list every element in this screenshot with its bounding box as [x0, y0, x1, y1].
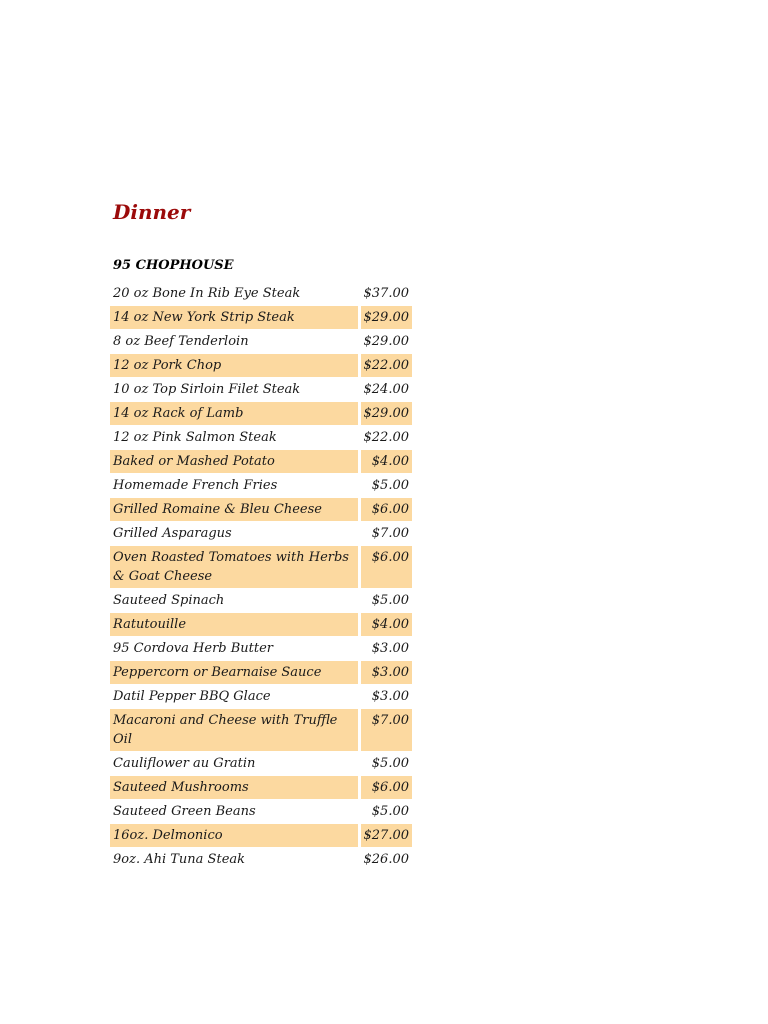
section-heading: 95 CHOPHOUSE [113, 258, 234, 273]
menu-item-name: 14 oz New York Strip Steak [110, 306, 361, 329]
menu-table [110, 281, 412, 872]
menu-row [110, 546, 412, 588]
menu-item-price: $3.00 [371, 641, 409, 656]
menu-item-name: Sauteed Green Beans [110, 800, 361, 823]
menu-item-price: $5.00 [371, 593, 409, 608]
menu-item-price: $26.00 [363, 852, 409, 867]
menu-row [110, 354, 412, 377]
menu-row [110, 661, 412, 684]
menu-row [110, 776, 412, 799]
menu-item-name: Oven Roasted Tomatoes with Herbs & Goat Cheese [110, 546, 361, 588]
menu-item-name: Sauteed Mushrooms [110, 776, 361, 799]
menu-item-name: 20 oz Bone In Rib Eye Steak [110, 282, 361, 305]
menu-item-name: 12 oz Pink Salmon Steak [110, 426, 361, 449]
menu-item-name: Baked or Mashed Potato [110, 450, 361, 473]
menu-row [110, 752, 412, 775]
menu-item-price: $6.00 [361, 546, 413, 588]
menu-table-body [110, 282, 412, 871]
menu-item-name: Peppercorn or Bearnaise Sauce [110, 661, 361, 684]
menu-row [110, 498, 412, 521]
menu-item-price: $3.00 [371, 689, 409, 704]
menu-row [110, 685, 412, 708]
menu-row [110, 522, 412, 545]
menu-item-price: $22.00 [361, 354, 413, 377]
menu-row [110, 824, 412, 847]
menu-row [110, 474, 412, 497]
menu-row [110, 589, 412, 612]
menu-item-name: Homemade French Fries [110, 474, 361, 497]
menu-item-name: Macaroni and Cheese with Truffle Oil [110, 709, 361, 751]
menu-item-name: 16oz. Delmonico [110, 824, 361, 847]
menu-row [110, 613, 412, 636]
menu-item-price: $22.00 [363, 430, 409, 445]
menu-item-price: $6.00 [361, 498, 413, 521]
menu-item-price: $7.00 [371, 526, 409, 541]
menu-item-price: $4.00 [361, 450, 413, 473]
menu-item-price: $27.00 [361, 824, 413, 847]
menu-item-name: 14 oz Rack of Lamb [110, 402, 361, 425]
menu-row [110, 450, 412, 473]
menu-row [110, 378, 412, 401]
menu-item-name: 95 Cordova Herb Butter [110, 637, 361, 660]
menu-item-price: $5.00 [371, 804, 409, 819]
menu-item-name: Grilled Romaine & Bleu Cheese [110, 498, 361, 521]
menu-item-price: $29.00 [363, 334, 409, 349]
menu-item-price: $29.00 [361, 402, 413, 425]
menu-item-price: $29.00 [361, 306, 413, 329]
menu-item-price: $5.00 [371, 756, 409, 771]
menu-row [110, 709, 412, 751]
menu-item-price: $7.00 [361, 709, 413, 751]
menu-item-price: $5.00 [371, 478, 409, 493]
menu-item-name: 8 oz Beef Tenderloin [110, 330, 361, 353]
menu-item-name: Cauliflower au Gratin [110, 752, 361, 775]
menu-item-name: 10 oz Top Sirloin Filet Steak [110, 378, 361, 401]
menu-item-name: Ratutouille [110, 613, 361, 636]
menu-row [110, 800, 412, 823]
menu-item-price: $24.00 [363, 382, 409, 397]
menu-row [110, 848, 412, 871]
menu-item-price: $6.00 [361, 776, 413, 799]
menu-item-name: Grilled Asparagus [110, 522, 361, 545]
page-title: Dinner [113, 200, 191, 224]
menu-row [110, 637, 412, 660]
menu-item-price: $4.00 [361, 613, 413, 636]
menu-row [110, 402, 412, 425]
menu-row [110, 426, 412, 449]
menu-item-price: $3.00 [361, 661, 413, 684]
menu-item-name: Datil Pepper BBQ Glace [110, 685, 361, 708]
menu-item-name: 12 oz Pork Chop [110, 354, 361, 377]
menu-item-name: 9oz. Ahi Tuna Steak [110, 848, 361, 871]
menu-row [110, 306, 412, 329]
menu-row [110, 282, 412, 305]
menu-item-price: $37.00 [363, 286, 409, 301]
menu-item-name: Sauteed Spinach [110, 589, 361, 612]
menu-row [110, 330, 412, 353]
